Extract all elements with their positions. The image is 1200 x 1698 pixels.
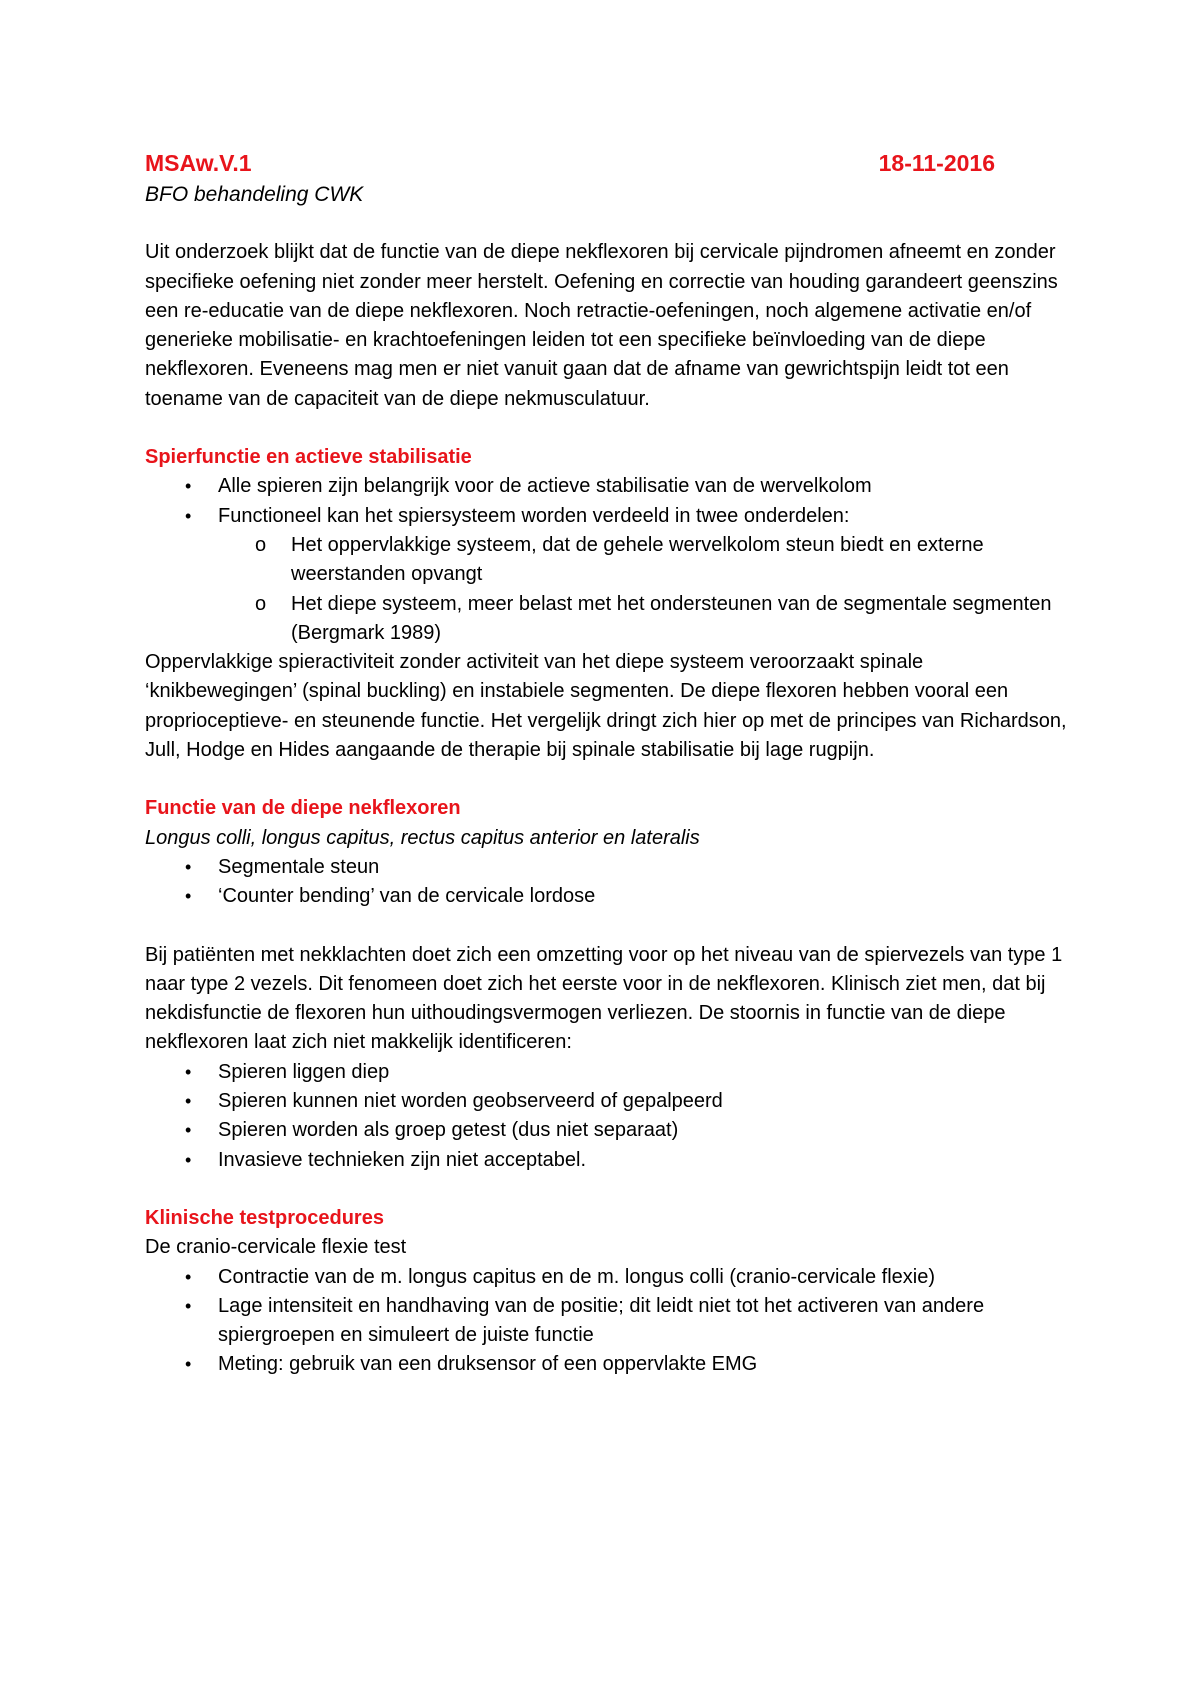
list-item: • Spieren worden als groep getest (dus niet separaat) xyxy=(145,1116,1075,1145)
document-code: MSAw.V.1 xyxy=(145,150,252,176)
bullet-icon: • xyxy=(185,1354,192,1375)
section-heading-functie: Functie van de diepe nekflexoren xyxy=(145,797,461,820)
bullet-icon: • xyxy=(185,476,192,497)
document-date: 18-11-2016 xyxy=(878,150,995,176)
list-item: • Spieren liggen diep xyxy=(145,1058,1075,1087)
list-item: o Het oppervlakkige systeem, dat de gehele wervelkolom steun biedt en externe weerstanden opvangt xyxy=(145,531,1075,590)
section3-subheading: De cranio-cervicale flexie test xyxy=(145,1236,407,1259)
section2-paragraph: Bij patiënten met nekklachten doet zich een omzetting voor op het niveau van de spiervezels van type 1 naar type 2 vezels. Dit fenomeen doet zich het eerste voor in de nekflexoren. Klinisch ziet men, dat bij nekdisfunctie de flexoren hun uithoudingsvermogen verliezen. De stoornis in functie van de diepe nekflexoren laat zich niet makkelijk identificeren: xyxy=(145,943,1063,1054)
sub-bullet-icon: o xyxy=(255,592,267,615)
bullet-icon: • xyxy=(185,1266,192,1287)
bullet-icon: • xyxy=(185,1061,192,1082)
bullet-icon: • xyxy=(185,1149,192,1170)
bullet-icon: • xyxy=(185,505,192,526)
bullet-icon: • xyxy=(185,886,192,907)
list-item: • Meting: gebruik van een druksensor of een oppervlakte EMG xyxy=(145,1350,1075,1379)
sub-bullet-icon: o xyxy=(255,533,267,556)
list-item: • Lage intensiteit en handhaving van de positie; dit leidt niet tot het activeren van andere spiergroepen en simuleert de juiste functie xyxy=(145,1292,1075,1351)
document-header xyxy=(145,148,995,178)
list-item: • ‘Counter bending’ van de cervicale lordose xyxy=(145,882,1075,911)
section1-paragraph: Oppervlakkige spieractiviteit zonder activiteit van het diepe systeem veroorzaakt spinale ‘knikbewegingen’ (spinal buckling) en instabiele segmenten. De diepe flexoren hebben vooral een proprioceptieve- en steunende functie. Het vergelijk dringt zich hier op met de principes van Richardson, Jull, Hodge en Hides aangaande de therapie bij spinale stabilisatie bij lage rugpijn. xyxy=(145,651,1067,762)
list-item: • Contractie van de m. longus capitus en de m. longus colli (cranio-cervicale flexie) xyxy=(145,1263,1075,1292)
list-item: • Invasieve technieken zijn niet acceptabel. xyxy=(145,1146,1075,1175)
bullet-list xyxy=(145,472,1075,531)
intro-paragraph: Uit onderzoek blijkt dat de functie van de diepe nekflexoren bij cervicale pijndromen afneemt en zonder specifieke oefening niet zonder meer herstelt. Oefening en correctie van houding garandeert geenszins een re-educatie van de diepe nekflexoren. Noch retractie-oefeningen, noch algemene activatie en/of generieke mobilisatie- en krachtoefeningen leiden tot een specifieke beïnvloeding van de diepe nekflexoren. Eveneens mag men er niet vanuit gaan dat de afname van gewrichtspijn leidt tot een toename van de capaciteit van de diepe nekmusculatuur. xyxy=(145,241,1058,410)
document-page xyxy=(145,148,1075,1380)
bullet-icon: • xyxy=(185,1120,192,1141)
list-item: • Functioneel kan het spiersysteem worden verdeeld in twee onderdelen: xyxy=(145,502,1075,531)
bullet-list xyxy=(145,1058,1075,1175)
sub-bullet-list xyxy=(145,531,1075,648)
bullet-list xyxy=(145,853,1075,912)
bullet-list xyxy=(145,1263,1075,1380)
bullet-icon: • xyxy=(185,856,192,877)
section-heading-klinische: Klinische testprocedures xyxy=(145,1206,384,1229)
document-subtitle: BFO behandeling CWK xyxy=(145,183,364,206)
bullet-icon: • xyxy=(185,1091,192,1112)
list-item: • Alle spieren zijn belangrijk voor de actieve stabilisatie van de wervelkolom xyxy=(145,472,1075,501)
list-item: • Spieren kunnen niet worden geobserveerd of gepalpeerd xyxy=(145,1087,1075,1116)
list-item: o Het diepe systeem, meer belast met het ondersteunen van de segmentale segmenten (Bergmark 1989) xyxy=(145,590,1075,649)
section2-subheading: Longus colli, longus capitus, rectus capitus anterior en lateralis xyxy=(145,826,700,849)
list-item: • Segmentale steun xyxy=(145,853,1075,882)
bullet-icon: • xyxy=(185,1295,192,1316)
section-heading-spierfunctie: Spierfunctie en actieve stabilisatie xyxy=(145,446,472,469)
